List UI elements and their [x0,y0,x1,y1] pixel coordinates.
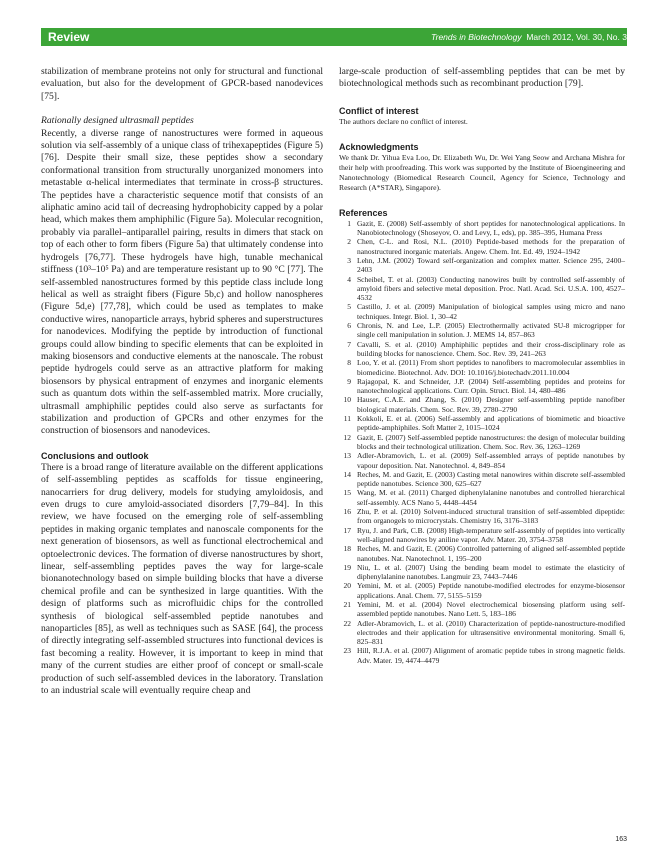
section-label: Review [41,28,125,46]
continuation-paragraph: large-scale production of self-assembling peptides that can be met by biotechnological methods such as recombinant production [79]. [339,66,625,90]
reference-text: Cavalli, S. et al. (2010) Amphiphilic peptides and their cross-disciplinary role as building blocks for nanoscience. Chem. Soc. Rev. 39, 241–263 [357,339,625,358]
reference-text: Gazit, E. (2007) Self-assembled peptide nanostructures: the design of molecular building blocks and their technological utilization. Chem. Soc. Rev. 36, 1263–1269 [357,432,625,451]
reference-text: Gazit, E. (2008) Self-assembly of short peptides for nanotechnological applications. In Nanobiotechnology (Shoseyov, O. and Levy, I., eds), pp. 385–395, Humana Press [357,218,625,238]
reference-text: Reches, M. and Gazit, E. (2006) Controlled patterning of aligned self-assembled peptide nanotubes. Nat. Nanotechnol. 1, 195–200 [357,544,625,563]
reference-item [339,488,625,507]
reference-text: Castillo, J. et al. (2009) Manipulation of biological samples using micro and nano techniques. Integr. Biol. 1, 30–42 [357,302,625,321]
reference-number: 6 [347,321,351,331]
reference-item [339,563,625,582]
reference-text: Yemini, M. et al. (2005) Peptide nanotube-modified electrodes for enzyme-biosensor applications. Anal. Chem. 77, 5155–5159 [357,581,625,600]
reference-item [339,340,625,359]
reference-text: Chronis, N. and Lee, L.P. (2005) Electrothermally activated SU-8 microgripper for single cell manipulation in solution. J. MEMS 14, 857–863 [357,321,625,340]
reference-item [339,544,625,563]
reference-text: Ryu, J. and Park, C.B. (2008) High-temperature self-assembly of peptides into vertically well-aligned nanowires by aniline vapor. Adv. Mater. 20, 3754–3758 [357,525,625,544]
section-heading-conclusions: Conclusions and outlook [41,450,149,461]
reference-number: 15 [343,488,351,498]
reference-number: 1 [347,218,351,228]
references-heading: References [339,207,388,218]
reference-item [339,470,625,489]
reference-item [339,237,625,256]
conflict-text: The authors declare no conflict of interest. [339,116,468,126]
reference-number: 23 [343,646,351,656]
left-column [41,66,323,698]
reference-text: Hauser, C.A.E. and Zhang, S. (2010) Designer self-assembling peptide nanofiber biological materials. Chem. Soc. Rev. 39, 2780–2790 [357,395,625,414]
reference-number: 22 [343,618,351,628]
reference-item [339,358,625,377]
peptides-paragraph: Recently, a diverse range of nanostructures were formed in aqueous solution via self-assembly of a unique class of trihexapeptides (Figure 5) [76]. Despite their small size, these peptides show a secondary conformational transition from structurally unorganized monomers into metastable α-helical intermediates that terminate in cross-β structures. The peptides have a characteristic sequence motif that consists of an aliphatic amino acid tail of decreasing hydrophobicity capped by a polar head, which makes them amphiphilic (Figure 5a). Molecular recognition, probably via parallel–antiparallel pairing, results in dimers that stack on top of each other to form fibers (Figure 5a) that ultimately condense into hydrogels [76,77]. These hydrogels have high, tunable mechanical stiffness (10³–10⁵ Pa) and are temperature resistant up to 90 °C [77]. The self-assembled nanostructures formed by this peptide class include long helical as well as straight fibers (Figure 5b,c) and hollow nanospheres (Figure 5d,e) [77,78], which could be used as templates to make conductive wires, nanoparticle arrays, hybrid spheres and superstructures for nanodevices. Modifying the peptide by introduction of functional groups could allow binding to specific elements that can be exploited in making biosensors and conductive elements at the nanoscale. The robust peptide hydrogels could serve as an attractive platform for making biosensors by physical entrapment of enzymes and inorganic elements such as quantum dots within the self-assembled matrix. More crucially, ultrasmall amphiphilic peptides could also serve as surfactants for stabilization and production of GPCRs and other enzymes for the construction of biosensors and nanodevices. [41,127,323,437]
reference-item [339,414,625,433]
acknowledgments-heading: Acknowledgments [339,141,419,152]
reference-number: 10 [343,395,351,405]
reference-item [339,526,625,545]
journal-issue: March 2012, Vol. 30, No. 3 [526,32,627,42]
reference-text: Rajagopal, K. and Schneider, J.P. (2004) Self-assembling peptides and proteins for nanotechnological applications. Curr. Opin. Struct. Biol. 14, 480–486 [357,376,625,396]
reference-item [339,433,625,452]
reference-text: Loo, Y. et al. (2011) From short peptides to nanofibers to macromolecular assemblies in biomedicine. Biotechnol. Adv. DOI: 10.1016/j.biotechadv.2011.10.004 [357,358,625,377]
reference-list [339,219,625,665]
reference-text: Scheibel, T. et al. (2003) Conducting nanowires built by controlled self-assembly of amyloid fibers and selective metal deposition. Proc. Natl. Acad. Sci. U.S.A. 100, 4527–4532 [357,274,625,303]
reference-item [339,302,625,321]
reference-text: Wang, M. et al. (2011) Charged diphenylalanine nanotubes and controlled hierarchical self-assembly. ACS Nano 5, 4448–4454 [357,488,625,507]
reference-item [339,451,625,470]
conclusions-paragraph: There is a broad range of literature available on the different applications of self-assembling peptides as scaffolds for tissue engineering, nanocarriers for drug delivery, models for studying amyloidosis, and even drugs to cure amyloid-associated disorders [7,79–84]. In this review, we have focused on the emerging role of self-assembling peptides in making organic templates and nanoscale components for the next generation of biosensors, as well as functional electrochemical and optoelectronic devices. The formation of diverse nanostructures by short, linear, self-assembling peptides paves the way for large-scale bionanotechnology based on simple building blocks that have a diverse chemical profile and can be synthesized in large quantities. With the design of platforms such as microfluidic chips for the controlled synthesis of biological self-assembled peptide nanotubes and nanoparticles [85], as well as techniques such as SASE [64], the process of directly integrating self-assembled structures into functional devices is fast becoming a reality. However, it is important to keep in mind that many of the current studies are either proof of concept or small-scale production of such self-assembled devices in the laboratory. Translation to an industrial scale will eventually require cheap and [41,461,323,697]
section-heading-ultrasmall-peptides: Rationally designed ultrasmall peptides [41,115,194,127]
reference-number: 3 [347,256,351,265]
reference-item [339,600,625,619]
reference-number: 4 [347,274,351,284]
page-number: 163 [615,836,627,843]
intro-paragraph: stabilization of membrane proteins not only for structural and functional evaluation, but also for the development of GPCR-based nanodevices [75]. [41,66,323,102]
reference-item [339,275,625,303]
right-column [339,66,625,665]
reference-item [339,581,625,600]
reference-item [339,219,625,238]
reference-item [339,507,625,526]
reference-text: Chen, C-L. and Rosi, N.L. (2010) Peptide-based methods for the preparation of nanostructured inorganic materials. Angew. Chem. Int. Ed. 49, 1924–1942 [357,237,625,256]
reference-number: 17 [343,525,351,535]
reference-number: 9 [347,376,351,386]
reference-item [339,646,625,665]
reference-number: 19 [343,562,351,572]
reference-number: 21 [343,599,351,609]
reference-number: 2 [347,237,351,247]
conflict-heading: Conflict of interest [339,105,419,116]
reference-number: 7 [347,339,351,349]
acknowledgments-text: We thank Dr. Yihua Eva Loo, Dr. Elizabeth Wu, Dr. Wei Yang Seow and Archana Mishra for their help with proofreading. This work was supported by the Institute of Bioengineering and Nanotechnology (Biomedical Research Council, Agency for Science, Technology and Research (A*STAR), Singapore). [339,152,625,192]
reference-text: Lehn, J.M. (2002) Toward self-organization and complex matter. Science 295, 2400–2403 [357,256,625,275]
reference-text: Reches, M. and Gazit, E. (2003) Casting metal nanowires within discrete self-assembled peptide nanotubes. Science 300, 625–627 [357,469,625,489]
reference-text: Niu, L. et al. (2007) Using the bending beam model to estimate the elasticity of diphenylalanine nanotubes. Langmuir 23, 7443–7446 [357,562,625,582]
reference-number: 14 [343,469,351,479]
reference-number: 11 [343,414,351,424]
reference-number: 13 [343,451,351,461]
reference-number: 16 [343,507,351,517]
reference-text: Yemini, M. et al. (2004) Novel electrochemical biosensing platform using self-assembled peptide nanotubes. Nano Lett. 5, 183–186 [357,599,625,619]
reference-text: Adler-Abramovich, L. et al. (2009) Self-assembled arrays of peptide nanotubes by vapour deposition. Nat. Nanotechnol. 4, 849–854 [357,451,625,470]
journal-info [431,30,627,44]
reference-text: Hill, R.J.A. et al. (2007) Alignment of aromatic peptide tubes in strong magnetic fields. Adv. Mater. 19, 4474–4479 [357,646,625,665]
reference-number: 20 [343,581,351,591]
reference-number: 18 [343,544,351,554]
reference-number: 5 [347,302,351,312]
reference-item [339,395,625,414]
reference-text: Adler-Abramovich, L. et al. (2010) Characterization of peptide-nanostructure-modified electrodes and their application for ultrasensitive environmental monitoring. Small 6, 825–831 [357,618,625,647]
reference-item [339,321,625,340]
reference-number: 12 [343,432,351,442]
reference-item [339,619,625,647]
reference-number: 8 [347,358,351,368]
reference-item [339,377,625,396]
reference-text: Kokkoli, E. et al. (2006) Self-assembly and applications of biomimetic and bioactive peptide-amphiphiles. Soft Matter 2, 1015–1024 [357,414,625,433]
reference-item [339,256,625,275]
journal-name: Trends in Biotechnology [431,32,522,42]
reference-text: Zhu, P. et al. (2010) Solvent-induced structural transition of self-assembled dipeptide: from organogels to microcrystals. Chemistry 16, 3176–3183 [357,507,625,526]
